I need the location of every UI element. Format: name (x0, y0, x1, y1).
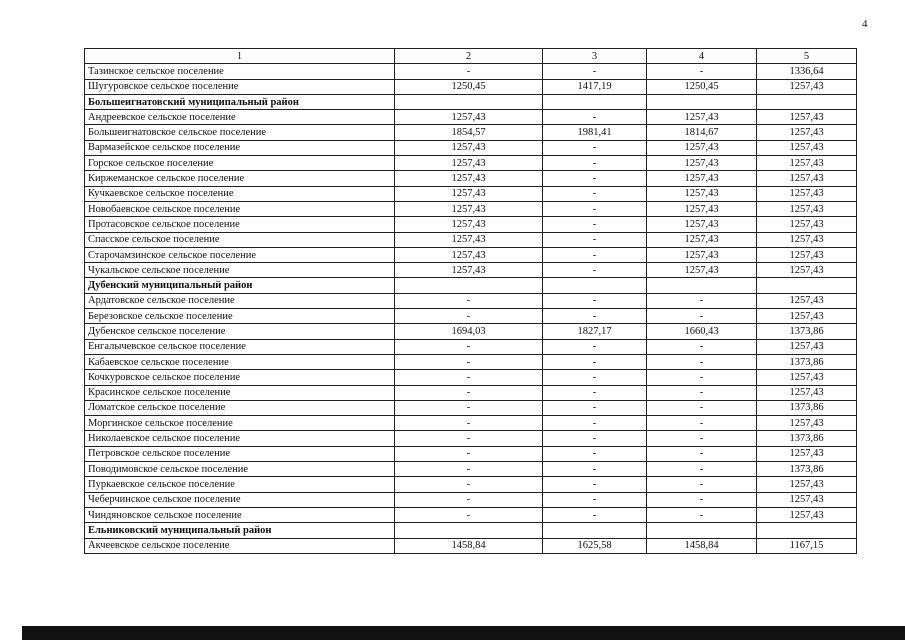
settlement-name: Дубенское сельское поселение (85, 324, 395, 339)
value-cell: 1257,43 (757, 79, 857, 94)
value-cell: - (543, 140, 647, 155)
value-cell: - (395, 492, 543, 507)
settlement-name: Шугуровское сельское поселение (85, 79, 395, 94)
table-row (85, 492, 857, 507)
value-cell: - (543, 477, 647, 492)
table-row (85, 462, 857, 477)
value-cell: 1257,43 (647, 140, 757, 155)
value-cell: 1257,43 (647, 247, 757, 262)
value-cell: 1257,43 (395, 232, 543, 247)
value-cell: - (395, 477, 543, 492)
value-cell: 1257,43 (395, 217, 543, 232)
value-cell: - (543, 462, 647, 477)
value-cell: 1257,43 (395, 171, 543, 186)
value-cell: - (543, 416, 647, 431)
settlement-name: Ардатовское сельское поселение (85, 293, 395, 308)
value-cell: - (647, 492, 757, 507)
value-cell: 1257,43 (647, 186, 757, 201)
value-cell: 1257,43 (757, 370, 857, 385)
value-cell: - (647, 293, 757, 308)
value-cell: - (647, 385, 757, 400)
value-cell: - (395, 385, 543, 400)
empty-cell (543, 278, 647, 293)
value-cell: 1257,43 (757, 201, 857, 216)
column-header: 5 (757, 49, 857, 64)
value-cell: 1257,43 (757, 477, 857, 492)
value-cell: - (543, 507, 647, 522)
value-cell: 1250,45 (647, 79, 757, 94)
value-cell: - (395, 507, 543, 522)
value-cell: - (543, 293, 647, 308)
value-cell: 1257,43 (647, 171, 757, 186)
settlement-name: Моргинское сельское поселение (85, 416, 395, 431)
value-cell: 1373,86 (757, 431, 857, 446)
district-row (85, 523, 857, 538)
table-row (85, 201, 857, 216)
value-cell: 1257,43 (395, 247, 543, 262)
value-cell: 1814,67 (647, 125, 757, 140)
settlement-name: Тазинское сельское поселение (85, 64, 395, 79)
value-cell: - (395, 293, 543, 308)
value-cell: 1257,43 (647, 232, 757, 247)
value-cell: - (395, 354, 543, 369)
value-cell: - (395, 462, 543, 477)
value-cell: - (647, 507, 757, 522)
value-cell: - (543, 263, 647, 278)
value-cell: - (543, 64, 647, 79)
empty-cell (395, 278, 543, 293)
value-cell: 1458,84 (395, 538, 543, 553)
data-table (84, 48, 857, 554)
value-cell: 1336,64 (757, 64, 857, 79)
value-cell: 1373,86 (757, 462, 857, 477)
header-row (85, 49, 857, 64)
settlement-name: Кабаевское сельское поселение (85, 354, 395, 369)
settlement-name: Николаевское сельское поселение (85, 431, 395, 446)
page-number: 4 (862, 18, 868, 30)
value-cell: - (647, 64, 757, 79)
value-cell: - (543, 247, 647, 262)
table-row (85, 400, 857, 415)
value-cell: 1257,43 (757, 416, 857, 431)
value-cell: 1257,43 (757, 446, 857, 461)
value-cell: 1854,57 (395, 125, 543, 140)
value-cell: 1257,43 (757, 110, 857, 125)
settlement-name: Кучкаевское сельское поселение (85, 186, 395, 201)
value-cell: - (395, 309, 543, 324)
empty-cell (395, 94, 543, 109)
table-row (85, 309, 857, 324)
table-row (85, 156, 857, 171)
value-cell: 1257,43 (757, 171, 857, 186)
value-cell: - (543, 385, 647, 400)
table-row (85, 507, 857, 522)
value-cell: - (647, 339, 757, 354)
settlement-name: Березовское сельское поселение (85, 309, 395, 324)
settlement-name: Андреевское сельское поселение (85, 110, 395, 125)
value-cell: 1257,43 (647, 217, 757, 232)
empty-cell (543, 94, 647, 109)
settlement-name: Чукальское сельское поселение (85, 263, 395, 278)
value-cell: 1257,43 (757, 140, 857, 155)
value-cell: 1257,43 (395, 186, 543, 201)
empty-cell (647, 278, 757, 293)
value-cell: 1257,43 (757, 339, 857, 354)
table-row (85, 416, 857, 431)
table-row (85, 538, 857, 553)
value-cell: - (543, 110, 647, 125)
value-cell: 1458,84 (647, 538, 757, 553)
value-cell: 1257,43 (757, 385, 857, 400)
table-row (85, 324, 857, 339)
value-cell: - (543, 431, 647, 446)
table-row (85, 171, 857, 186)
value-cell: 1694,03 (395, 324, 543, 339)
table-row (85, 79, 857, 94)
value-cell: - (543, 446, 647, 461)
column-header: 3 (543, 49, 647, 64)
value-cell: - (647, 462, 757, 477)
table-row (85, 385, 857, 400)
value-cell: - (543, 156, 647, 171)
value-cell: - (543, 339, 647, 354)
empty-cell (395, 523, 543, 538)
value-cell: - (543, 217, 647, 232)
value-cell: - (543, 171, 647, 186)
value-cell: 1373,86 (757, 354, 857, 369)
table-row (85, 186, 857, 201)
table-row (85, 247, 857, 262)
value-cell: - (647, 446, 757, 461)
district-name: Ельниковский муниципальный район (85, 523, 395, 538)
value-cell: 1257,43 (757, 217, 857, 232)
value-cell: 1257,43 (757, 309, 857, 324)
value-cell: - (543, 370, 647, 385)
settlement-name: Енгалычевское сельское поселение (85, 339, 395, 354)
value-cell: 1257,43 (395, 201, 543, 216)
table-row (85, 293, 857, 308)
value-cell: 1250,45 (395, 79, 543, 94)
value-cell: - (395, 370, 543, 385)
value-cell: 1257,43 (757, 125, 857, 140)
table-row (85, 110, 857, 125)
value-cell: 1257,43 (757, 232, 857, 247)
value-cell: 1373,86 (757, 324, 857, 339)
column-header: 2 (395, 49, 543, 64)
value-cell: - (395, 446, 543, 461)
value-cell: 1417,19 (543, 79, 647, 94)
value-cell: - (647, 416, 757, 431)
district-name: Дубенский муниципальный район (85, 278, 395, 293)
table-row (85, 125, 857, 140)
value-cell: 1257,43 (395, 110, 543, 125)
settlement-name: Поводимовское сельское поселение (85, 462, 395, 477)
settlement-name: Акчеевское сельское поселение (85, 538, 395, 553)
column-header: 4 (647, 49, 757, 64)
value-cell: 1257,43 (757, 507, 857, 522)
value-cell: 1981,41 (543, 125, 647, 140)
table-row (85, 217, 857, 232)
value-cell: - (543, 186, 647, 201)
value-cell: - (395, 416, 543, 431)
settlement-name: Петровское сельское поселение (85, 446, 395, 461)
value-cell: - (647, 431, 757, 446)
settlement-name: Киржеманское сельское поселение (85, 171, 395, 186)
value-cell: - (395, 64, 543, 79)
settlement-name: Чеберчинское сельское поселение (85, 492, 395, 507)
table-row (85, 339, 857, 354)
settlement-name: Горское сельское поселение (85, 156, 395, 171)
value-cell: 1625,58 (543, 538, 647, 553)
value-cell: - (543, 354, 647, 369)
settlement-name: Протасовское сельское поселение (85, 217, 395, 232)
settlement-name: Красинское сельское поселение (85, 385, 395, 400)
value-cell: 1257,43 (757, 186, 857, 201)
value-cell: - (543, 400, 647, 415)
value-cell: - (395, 431, 543, 446)
value-cell: - (647, 400, 757, 415)
column-header: 1 (85, 49, 395, 64)
value-cell: - (647, 354, 757, 369)
table-row (85, 263, 857, 278)
value-cell: 1257,43 (395, 156, 543, 171)
value-cell: 1257,43 (757, 263, 857, 278)
value-cell: 1373,86 (757, 400, 857, 415)
table-row (85, 446, 857, 461)
settlement-name: Пуркаевское сельское поселение (85, 477, 395, 492)
table-row (85, 354, 857, 369)
value-cell: 1257,43 (647, 156, 757, 171)
value-cell: 1257,43 (647, 201, 757, 216)
settlement-name: Кочкуровское сельское поселение (85, 370, 395, 385)
value-cell: 1257,43 (647, 110, 757, 125)
table-row (85, 370, 857, 385)
settlement-name: Ломатское сельское поселение (85, 400, 395, 415)
district-name: Большеигнатовский муниципальный район (85, 94, 395, 109)
table-row (85, 140, 857, 155)
settlement-name: Спасское сельское поселение (85, 232, 395, 247)
settlement-name: Старочамзинское сельское поселение (85, 247, 395, 262)
value-cell: 1257,43 (757, 293, 857, 308)
value-cell: 1257,43 (757, 156, 857, 171)
table-row (85, 232, 857, 247)
settlement-name: Большеигнатовское сельское поселение (85, 125, 395, 140)
value-cell: 1257,43 (395, 263, 543, 278)
value-cell: 1257,43 (647, 263, 757, 278)
value-cell: - (647, 309, 757, 324)
value-cell: - (647, 477, 757, 492)
value-cell: - (395, 339, 543, 354)
empty-cell (757, 94, 857, 109)
value-cell: - (543, 492, 647, 507)
table-row (85, 431, 857, 446)
value-cell: - (647, 370, 757, 385)
value-cell: 1827,17 (543, 324, 647, 339)
district-row (85, 278, 857, 293)
empty-cell (647, 94, 757, 109)
empty-cell (757, 278, 857, 293)
value-cell: 1660,43 (647, 324, 757, 339)
empty-cell (543, 523, 647, 538)
settlement-name: Новобаевское сельское поселение (85, 201, 395, 216)
settlement-name: Чиндяновское сельское поселение (85, 507, 395, 522)
value-cell: - (543, 201, 647, 216)
table-body (85, 49, 857, 554)
value-cell: - (395, 400, 543, 415)
empty-cell (647, 523, 757, 538)
value-cell: - (543, 232, 647, 247)
value-cell: - (543, 309, 647, 324)
table-row (85, 64, 857, 79)
value-cell: 1257,43 (757, 247, 857, 262)
scan-border-bar (22, 626, 905, 640)
value-cell: 1257,43 (395, 140, 543, 155)
table-row (85, 477, 857, 492)
empty-cell (757, 523, 857, 538)
district-row (85, 94, 857, 109)
value-cell: 1257,43 (757, 492, 857, 507)
value-cell: 1167,15 (757, 538, 857, 553)
settlement-name: Вармазейское сельское поселение (85, 140, 395, 155)
